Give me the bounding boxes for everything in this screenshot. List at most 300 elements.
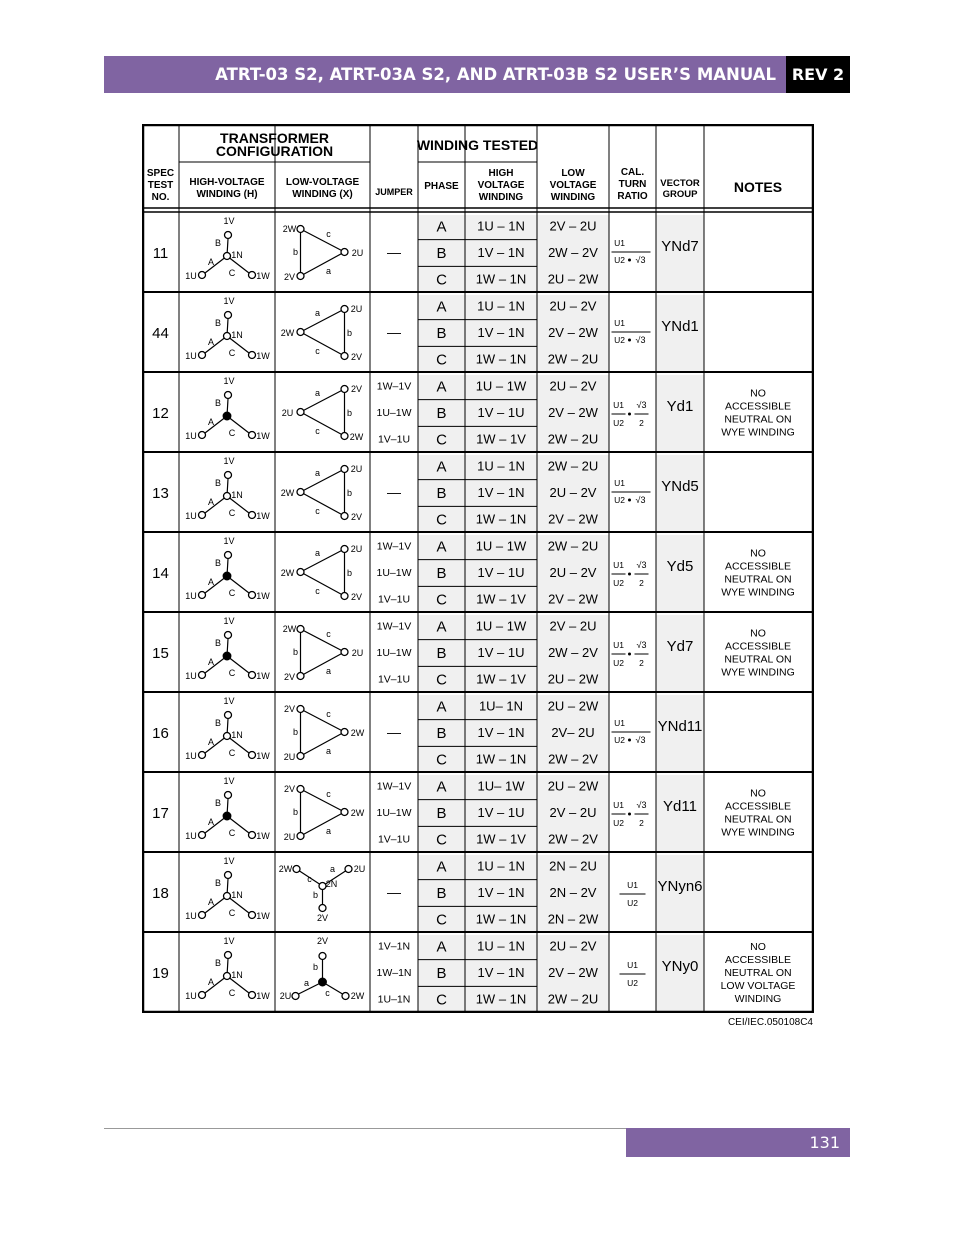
winding-line: [301, 229, 345, 252]
notes-text: WYE WINDING: [721, 826, 795, 839]
terminal-label: 2V: [283, 784, 296, 794]
terminal-label: 1W: [256, 271, 270, 281]
terminal-node: [297, 409, 304, 416]
hv-winding-value: 1V – 1N: [477, 885, 525, 900]
multiply-dot: [628, 573, 631, 576]
vector-group: YNd5: [661, 478, 699, 495]
terminal-label: 1U: [185, 991, 197, 1001]
phase-label: b: [312, 890, 319, 900]
notes-text: NEUTRAL ON: [724, 413, 792, 426]
terminal-label: 2W: [350, 808, 365, 818]
transformer-table: [142, 124, 814, 1013]
phase-value: A: [436, 538, 447, 556]
ratio-numerator: U1: [627, 880, 638, 890]
terminal-node: [225, 392, 232, 399]
phase-value: A: [436, 298, 447, 316]
phase-value: B: [436, 245, 447, 262]
ratio-numerator: U1: [614, 318, 625, 328]
winding-line: [301, 572, 345, 596]
spec-test-number: 13: [152, 485, 169, 502]
terminal-label: 1V: [223, 936, 235, 946]
phase-label: b: [292, 807, 299, 817]
lv-winding-value: 2W – 2V: [548, 751, 598, 767]
phase-value: B: [436, 885, 447, 902]
vector-group: YNd11: [657, 718, 703, 735]
header-jumper: JUMPER: [375, 187, 413, 197]
phase-value: B: [436, 965, 447, 982]
terminal-node: [199, 432, 206, 439]
terminal-node: [297, 226, 304, 233]
phase-value: C: [436, 351, 447, 369]
terminal-label: 2U: [350, 304, 363, 314]
phase-label: c: [315, 506, 320, 516]
jumper-value: 1U–1W: [376, 567, 412, 579]
header-cal-ratio: TURN: [618, 179, 647, 190]
terminal-node: [297, 626, 304, 633]
terminal-node: [199, 992, 206, 999]
phase-label: b: [346, 488, 353, 498]
terminal-label: 1V: [223, 456, 235, 466]
terminal-label: 2W: [282, 624, 297, 634]
terminal-node: [225, 472, 232, 479]
terminal-node: [297, 786, 304, 793]
terminal-node: [341, 433, 348, 440]
terminal-label: 2V: [283, 672, 296, 682]
phase-label: B: [214, 318, 222, 328]
notes-text: ACCESSIBLE: [725, 800, 791, 813]
vector-group: Yd5: [666, 558, 694, 575]
terminal-node: [225, 552, 232, 559]
phase-value: C: [436, 511, 447, 529]
ratio-root3: √3: [636, 560, 647, 570]
phase-value: B: [436, 805, 447, 822]
notes-text: NEUTRAL ON: [724, 967, 792, 979]
phase-value: A: [436, 378, 447, 396]
header-hv-winding: WINDING: [478, 192, 524, 203]
multiply-dot: [628, 259, 631, 262]
ratio-numerator: U1: [613, 800, 624, 810]
header-transformer: CONFIGURATION: [215, 143, 334, 159]
ratio-numerator: U1: [613, 640, 624, 650]
winding-line: [301, 309, 345, 332]
phase-value: A: [436, 938, 447, 956]
terminal-label: 1N: [231, 890, 243, 900]
jumper-value: 1U–1W: [376, 407, 412, 419]
winding-line: [301, 652, 345, 676]
terminal-label: 1W: [256, 431, 270, 441]
phase-label: b: [312, 962, 319, 972]
winding-line: [301, 469, 345, 492]
phase-label: C: [228, 668, 236, 678]
spec-test-number: 14: [152, 565, 169, 582]
multiply-dot: [628, 339, 631, 342]
hv-winding-value: 1U– 1N: [478, 698, 524, 714]
terminal-label: 2V: [350, 592, 363, 602]
hv-winding-value: 1W – 1N: [475, 991, 527, 1007]
vector-group: YNy0: [661, 958, 699, 975]
phase-label: B: [214, 398, 222, 408]
terminal-label: 1U: [185, 351, 197, 361]
terminal-label: 1V: [223, 536, 235, 546]
hv-winding-value: 1V – 1U: [477, 405, 525, 420]
lv-winding-value: 2W – 2V: [548, 245, 598, 260]
hv-winding-value: 1V – 1N: [477, 965, 525, 980]
header-vector: VECTOR: [660, 178, 700, 189]
phase-value: A: [436, 458, 447, 476]
terminal-label: 1W: [256, 831, 270, 841]
ratio-two: 2: [639, 658, 644, 668]
lv-winding-value: 2N – 2W: [547, 911, 599, 927]
phase-label: A: [207, 817, 215, 827]
terminal-label: 1V: [223, 696, 235, 706]
terminal-node: [224, 493, 231, 500]
terminal-node: [199, 592, 206, 599]
terminal-label: 2U: [281, 408, 294, 418]
phase-label: b: [346, 568, 353, 578]
spec-test-number: 18: [152, 885, 169, 902]
phase-label: a: [325, 826, 332, 836]
ratio-denominator: U2: [627, 978, 638, 988]
header-spec: NO.: [151, 192, 170, 203]
terminal-label: 1W: [256, 751, 270, 761]
phase-label: b: [292, 647, 299, 657]
terminal-label: 1W: [256, 511, 270, 521]
lv-winding-value: 2U – 2W: [547, 778, 599, 794]
terminal-label: 1W: [256, 911, 270, 921]
phase-label: a: [314, 308, 321, 318]
phase-label: A: [207, 737, 215, 747]
terminal-node: [225, 632, 232, 639]
jumper-none: —: [387, 244, 401, 260]
lv-winding-value: 2N – 2U: [549, 858, 597, 874]
terminal-node: [249, 512, 256, 519]
terminal-node: [225, 712, 232, 719]
phase-label: A: [207, 497, 215, 507]
terminal-label: 1W: [256, 351, 270, 361]
phase-label: a: [314, 468, 321, 478]
phase-label: c: [326, 709, 331, 719]
page-header: [104, 56, 850, 93]
ratio-denominator: U2: [613, 658, 624, 668]
terminal-node: [342, 993, 349, 1000]
ratio-numerator: U1: [614, 478, 625, 488]
terminal-label: 1N: [231, 730, 243, 740]
manual-title: ATRT-03 S2, ATRT-03A S2, AND ATRT-03B S2 USER’S MANUAL: [104, 56, 786, 93]
header-vector: GROUP: [662, 189, 698, 200]
terminal-label: 1U: [185, 751, 197, 761]
hv-winding-value: 1W – 1V: [476, 591, 526, 607]
ratio-numerator: U1: [614, 718, 625, 728]
hv-winding-value: 1V – 1N: [477, 485, 525, 500]
phase-label: B: [214, 638, 222, 648]
terminal-node: [225, 872, 232, 879]
terminal-node: [199, 912, 206, 919]
terminal-label: 2V: [316, 936, 329, 946]
ratio-denominator: U2: [613, 418, 624, 428]
terminal-label: 2U: [279, 991, 292, 1001]
hv-winding-value: 1U – 1N: [477, 858, 525, 874]
terminal-label: 2U: [350, 464, 363, 474]
terminal-node: [249, 432, 256, 439]
ratio-denominator: U2: [614, 735, 625, 745]
hv-winding-value: 1U – 1W: [475, 378, 527, 394]
jumper-value: 1V–1N: [377, 940, 411, 953]
vector-group: Yd7: [666, 638, 694, 655]
terminal-node: [297, 329, 304, 336]
terminal-node: [249, 992, 256, 999]
header-hv-winding: VOLTAGE: [477, 180, 525, 191]
lv-winding-value: 2U – 2V: [549, 565, 597, 580]
source-reference: CEI/IEC.050108C4: [727, 1017, 813, 1028]
phase-label: c: [326, 629, 331, 639]
phase-value: B: [436, 565, 447, 582]
vector-group: Yd11: [663, 798, 697, 815]
notes-text: NO: [750, 941, 766, 953]
terminal-label: 2V: [283, 272, 296, 282]
terminal-label: 1U: [185, 831, 197, 841]
ratio-numerator: U1: [614, 238, 625, 248]
revision-badge: REV 2: [786, 56, 850, 93]
header-winding-tested: WINDING TESTED: [416, 137, 539, 153]
lv-winding-value: 2W – 2U: [547, 538, 599, 554]
lv-winding-value: 2W – 2U: [547, 458, 599, 474]
notes-text: NO: [750, 627, 766, 640]
phase-value: B: [436, 485, 447, 502]
terminal-label: 2V: [316, 913, 329, 923]
multiply-dot: [628, 413, 631, 416]
terminal-node: [224, 333, 231, 340]
terminal-label: 2U: [283, 752, 296, 762]
terminal-node: [249, 752, 256, 759]
header-lv: WINDING (X): [292, 189, 353, 200]
hv-winding-value: 1W – 1N: [475, 911, 527, 927]
hv-winding-value: 1U– 1W: [477, 778, 525, 794]
spec-test-number: 19: [152, 965, 169, 982]
ratio-root3: √3: [635, 335, 646, 345]
phase-label: A: [207, 897, 215, 907]
terminal-label: 2W: [280, 488, 295, 498]
terminal-node: [292, 993, 299, 1000]
terminal-label: 2W: [278, 864, 293, 874]
hv-winding-value: 1U – 1N: [477, 938, 525, 954]
terminal-node: [249, 592, 256, 599]
winding-line: [301, 549, 345, 572]
phase-label: A: [207, 337, 215, 347]
terminal-label: 1U: [185, 511, 197, 521]
terminal-label: 2W: [350, 728, 365, 738]
phase-label: C: [228, 428, 236, 438]
spec-test-number: 15: [152, 645, 169, 662]
hv-winding-value: 1W – 1V: [476, 431, 526, 447]
notes-text: NEUTRAL ON: [724, 653, 792, 666]
lv-winding-value: 2V – 2W: [548, 511, 598, 527]
terminal-node: [225, 952, 232, 959]
phase-value: A: [436, 618, 447, 636]
terminal-label: 2U: [283, 832, 296, 842]
hv-winding-value: 1V – 1U: [477, 645, 525, 660]
notes-text: ACCESSIBLE: [725, 640, 791, 653]
terminal-node: [341, 466, 348, 473]
phase-value: C: [436, 671, 447, 689]
ratio-numerator: U1: [613, 400, 624, 410]
terminal-label: 1W: [256, 591, 270, 601]
terminal-node: [341, 353, 348, 360]
header-cal-ratio: CAL.: [620, 167, 645, 178]
lv-winding-value: 2U – 2V: [549, 485, 597, 500]
terminal-label: 2W: [282, 224, 297, 234]
phase-label: c: [326, 229, 331, 239]
phase-label: A: [207, 577, 215, 587]
jumper-value: 1W–1N: [376, 967, 412, 979]
phase-label: B: [214, 558, 222, 568]
notes-text: WYE WINDING: [721, 586, 795, 599]
terminal-node: [297, 833, 304, 840]
ratio-two: 2: [639, 818, 644, 828]
terminal-node: [224, 893, 231, 900]
terminal-node: [224, 973, 231, 980]
hv-winding-value: 1U – 1N: [477, 458, 525, 474]
winding-line: [301, 252, 345, 276]
terminal-node: [224, 733, 231, 740]
winding-line: [301, 732, 345, 756]
lv-winding-value: 2V – 2W: [548, 591, 598, 607]
phase-label: a: [303, 978, 310, 988]
jumper-value: 1W–1V: [376, 620, 412, 633]
ratio-root3: √3: [635, 735, 646, 745]
page-number: 131: [626, 1128, 850, 1157]
header-hv: WINDING (H): [196, 189, 258, 200]
lv-winding-value: 2W – 2U: [547, 351, 599, 367]
terminal-node: [297, 673, 304, 680]
ratio-root3: √3: [635, 495, 646, 505]
header-transformer: TRANSFORMER: [220, 130, 329, 146]
jumper-value: 1U–1N: [377, 993, 411, 1006]
terminal-node: [225, 232, 232, 239]
terminal-node: [341, 593, 348, 600]
multiply-dot: [628, 653, 631, 656]
phase-value: C: [436, 271, 447, 289]
terminal-node: [225, 792, 232, 799]
notes-text: NO: [750, 787, 766, 800]
notes-text: WINDING: [734, 993, 782, 1005]
terminal-node: [224, 253, 231, 260]
phase-label: C: [228, 748, 236, 758]
terminal-label: 2W: [280, 328, 295, 338]
phase-value: A: [436, 698, 447, 716]
jumper-value: 1V–1U: [377, 673, 411, 686]
header-lv-winding: LOW: [561, 168, 585, 179]
phase-label: c: [325, 988, 330, 998]
terminal-node: [341, 249, 348, 256]
phase-label: c: [315, 426, 320, 436]
terminal-node: [199, 352, 206, 359]
phase-label: C: [228, 588, 236, 598]
ratio-root3: √3: [636, 800, 647, 810]
phase-label: a: [329, 864, 336, 874]
terminal-node: [297, 273, 304, 280]
terminal-label: 2U: [351, 248, 364, 258]
winding-line: [301, 789, 345, 812]
terminal-node: [223, 412, 231, 420]
terminal-node: [199, 752, 206, 759]
winding-line: [301, 812, 345, 836]
terminal-label: 1U: [185, 591, 197, 601]
terminal-node: [341, 306, 348, 313]
terminal-node: [293, 866, 300, 873]
lv-winding-value: 2U – 2W: [547, 671, 599, 687]
winding-line: [301, 332, 345, 356]
phase-label: a: [314, 548, 321, 558]
terminal-label: 2W: [280, 568, 295, 578]
phase-label: b: [292, 727, 299, 737]
ratio-denominator: U2: [614, 335, 625, 345]
header-spec: SPEC: [146, 168, 175, 179]
terminal-label: 2V: [350, 384, 363, 394]
winding-line: [301, 492, 345, 516]
header-lv-winding: WINDING: [550, 192, 596, 203]
phase-value: C: [436, 431, 447, 449]
hv-winding-value: 1W – 1N: [475, 271, 527, 287]
phase-label: A: [207, 657, 215, 667]
terminal-node: [199, 832, 206, 839]
terminal-label: 1W: [256, 991, 270, 1001]
jumper-value: 1W–1V: [376, 780, 412, 793]
notes-text: NO: [750, 547, 766, 560]
phase-label: c: [307, 874, 312, 884]
phase-label: a: [325, 666, 332, 676]
hv-winding-value: 1V – 1U: [477, 565, 525, 580]
footer-rule: [104, 1128, 626, 1129]
winding-line: [301, 709, 345, 732]
jumper-none: —: [387, 884, 401, 900]
phase-value: B: [436, 325, 447, 342]
phase-value: C: [436, 911, 447, 929]
header-spec: TEST: [147, 180, 174, 191]
phase-label: c: [315, 346, 320, 356]
notes-text: ACCESSIBLE: [725, 400, 791, 413]
lv-winding-value: 2U – 2W: [547, 698, 599, 714]
header-lv-winding: VOLTAGE: [549, 180, 597, 191]
terminal-label: 2V: [283, 704, 296, 714]
terminal-node: [249, 912, 256, 919]
header-notes: NOTES: [733, 179, 783, 195]
lv-winding-value: 2V – 2W: [548, 405, 598, 420]
jumper-none: —: [387, 484, 401, 500]
terminal-node: [223, 572, 231, 580]
phase-label: C: [228, 508, 236, 518]
spec-test-number: 12: [152, 405, 169, 422]
hv-winding-value: 1V – 1U: [477, 805, 525, 820]
phase-label: B: [214, 238, 222, 248]
terminal-label: 1U: [185, 911, 197, 921]
hv-winding-value: 1W – 1V: [476, 671, 526, 687]
spec-test-number: 11: [152, 245, 169, 262]
terminal-label: 2W: [350, 991, 365, 1001]
hv-winding-value: 1U – 1N: [477, 218, 525, 234]
lv-winding-value: 2W – 2U: [547, 431, 599, 447]
terminal-label: 1N: [231, 970, 243, 980]
lv-winding-value: 2U – 2V: [549, 938, 597, 954]
multiply-dot: [628, 813, 631, 816]
terminal-node: [249, 672, 256, 679]
terminal-label: 1N: [231, 490, 243, 500]
notes-text: ACCESSIBLE: [725, 954, 791, 966]
terminal-node: [319, 905, 326, 912]
winding-line: [301, 389, 345, 412]
jumper-value: 1U–1W: [376, 647, 412, 659]
lv-winding-value: 2V– 2U: [551, 725, 595, 740]
phase-label: a: [325, 266, 332, 276]
